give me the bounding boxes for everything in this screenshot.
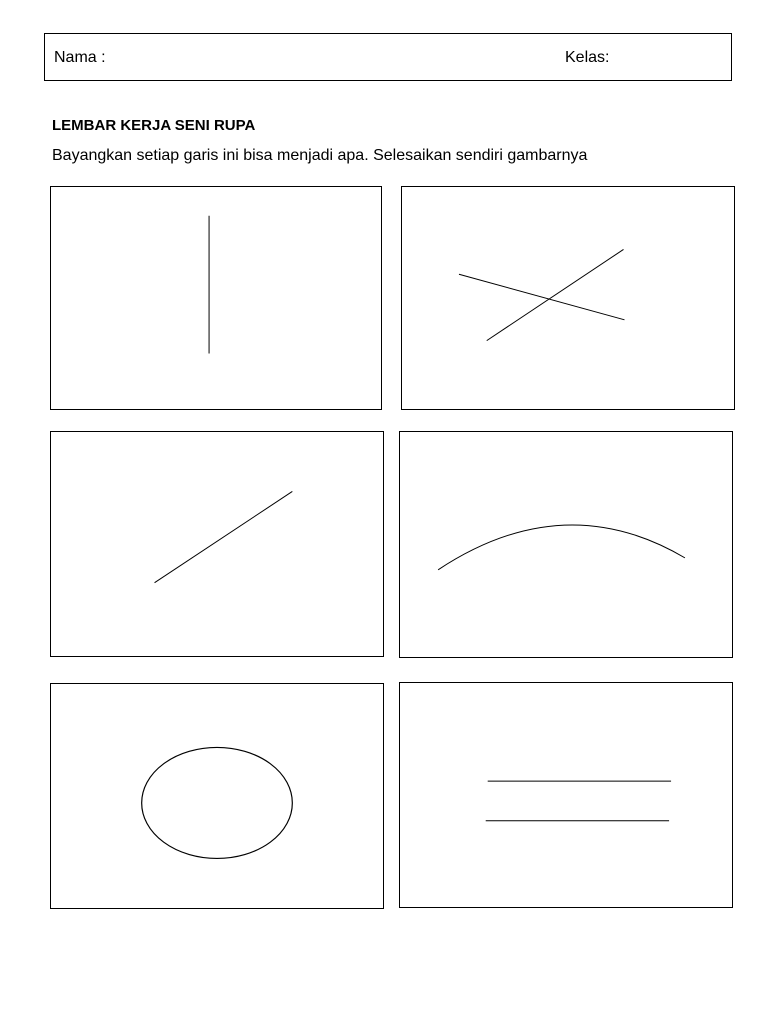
arc-prompt bbox=[400, 432, 732, 657]
nama-label: Nama : bbox=[54, 49, 106, 66]
drawing-panel-oval[interactable] bbox=[50, 683, 384, 909]
student-info-box bbox=[44, 33, 732, 81]
worksheet-title: LEMBAR KERJA SENI RUPA bbox=[52, 117, 256, 134]
drawing-panel-crossing-lines[interactable] bbox=[401, 186, 735, 410]
kelas-label: Kelas: bbox=[565, 49, 610, 66]
drawing-panel-diagonal-line[interactable] bbox=[50, 431, 384, 657]
vertical-line-prompt bbox=[51, 187, 381, 409]
worksheet-instructions: Bayangkan setiap garis ini bisa menjadi apa. Selesaikan sendiri gambarnya bbox=[52, 147, 588, 164]
crossing-lines-prompt bbox=[402, 187, 734, 409]
drawing-panel-arc[interactable] bbox=[399, 431, 733, 658]
oval-prompt bbox=[51, 684, 383, 908]
drawing-panel-two-horizontal-lines[interactable] bbox=[399, 682, 733, 908]
two-horizontal-lines-prompt bbox=[400, 683, 732, 907]
diagonal-line-prompt bbox=[51, 432, 383, 656]
drawing-panel-vertical-line[interactable] bbox=[50, 186, 382, 410]
